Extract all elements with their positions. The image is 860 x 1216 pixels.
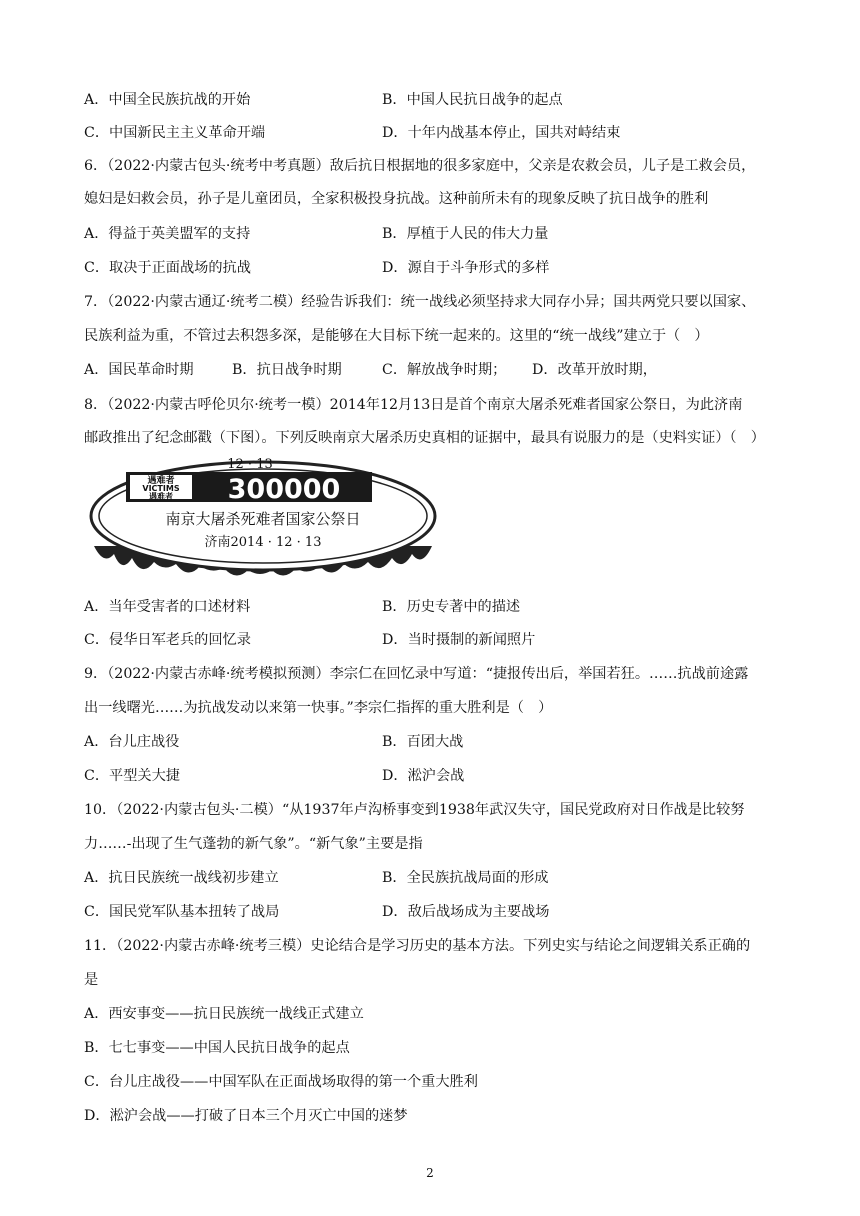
q8-option-a: A．当年受害者的口述材料 xyxy=(84,599,251,615)
q11-option-a: A．西安事变——抗日民族统一战线正式建立 xyxy=(84,1006,364,1022)
postmark-victims-cn-2: 遇难者 xyxy=(149,492,173,501)
q9-stem-line2: 出一线曙光……为抗战发动以来第一快事。”李宗仁指挥的重大胜利是（ ） xyxy=(84,700,553,716)
commemorative-postmark-image xyxy=(84,454,442,582)
q9-option-c: C．平型关大捷 xyxy=(84,768,180,784)
q7-option-a: A．国民革命时期 xyxy=(84,362,194,378)
postmark-graphic xyxy=(84,454,442,582)
q11-option-c: C．台儿庄战役——中国军队在正面战场取得的第一个重大胜利 xyxy=(84,1074,478,1090)
postmark-top-date: 12 · 13 xyxy=(227,457,273,472)
postmark-victims-en: VICTIMS xyxy=(142,484,180,493)
q8-option-d: D．当时摄制的新闻照片 xyxy=(382,632,536,648)
q5-option-d: D．十年内战基本停止，国共对峙结束 xyxy=(382,125,621,141)
q6-option-c: C．取决于正面战场的抗战 xyxy=(84,260,251,276)
q5-option-b: B．中国人民抗日战争的起点 xyxy=(382,92,563,108)
q10-option-c: C．国民党军队基本扭转了战局 xyxy=(84,904,280,920)
q11-option-b: B．七七事变——中国人民抗日战争的起点 xyxy=(84,1040,350,1056)
q9-option-b: B．百团大战 xyxy=(382,734,464,750)
postmark-title: 南京大屠杀死难者国家公祭日 xyxy=(165,510,361,528)
q6-stem-line1: 6．（2022·内蒙古包头·统考中考真题）敌后抗日根据地的很多家庭中，父亲是农救会员，儿子是工救会员， xyxy=(84,158,756,174)
q11-stem-line1: 11．（2022·内蒙古赤峰·统考三模）史论结合是学习历史的基本方法。下列史实与结论之间逻辑关系正确的 xyxy=(84,938,751,954)
q8-option-c: C．侵华日军老兵的回忆录 xyxy=(84,632,251,648)
q7-option-d: D．改革开放时期， xyxy=(532,362,657,378)
q9-option-a: A．台儿庄战役 xyxy=(84,734,180,750)
q5-option-c: C．中国新民主主义革命开端 xyxy=(84,125,266,141)
postmark-city-date: 济南2014 · 12 · 13 xyxy=(204,535,322,550)
q8-stem-line2: 邮政推出了纪念邮戳（下图）。下列反映南京大屠杀历史真相的证据中，最具有说服力的是（史料实证）（ ） xyxy=(84,430,765,446)
q9-stem-line1: 9．（2022·内蒙古赤峰·统考模拟预测）李宗仁在回忆录中写道：“捷报传出后，举国若狂。……抗战前途露 xyxy=(84,666,749,682)
q5-option-a: A．中国全民族抗战的开始 xyxy=(84,92,251,108)
q7-stem-line1: 7．（2022·内蒙古通辽·统考二模）经验告诉我们：统一战线必须坚持求大同存小异；国共两党只要以国家、 xyxy=(84,294,756,310)
q10-stem-line2: 力……-出现了生气蓬勃的新气象”。“新气象”主要是指 xyxy=(84,836,423,852)
q7-option-b: B．抗日战争时期 xyxy=(232,362,342,378)
q8-stem-line1: 8．（2022·内蒙古呼伦贝尔·统考一模）2014年12月13日是首个南京大屠杀死难者国家公祭日，为此济南 xyxy=(84,397,743,413)
postmark-victim-count: 300000 xyxy=(227,474,341,505)
q9-option-d: D．淞沪会战 xyxy=(382,768,465,784)
q10-option-d: D．敌后战场成为主要战场 xyxy=(382,904,550,920)
q7-option-c: C．解放战争时期； xyxy=(382,362,507,378)
q7-stem-line2: 民族利益为重，不管过去积怨多深，是能够在大目标下统一起来的。这里的“统一战线”建立于（ ） xyxy=(84,328,709,344)
q11-option-d: D．淞沪会战——打破了日本三个月灭亡中国的迷梦 xyxy=(84,1108,408,1124)
q6-option-b: B．厚植于人民的伟大力量 xyxy=(382,226,549,242)
q6-option-d: D．源自于斗争形式的多样 xyxy=(382,260,550,276)
q10-option-b: B．全民族抗战局面的形成 xyxy=(382,870,549,886)
q10-option-a: A．抗日民族统一战线初步建立 xyxy=(84,870,279,886)
postmark-victims-cn-1: 遇难者 xyxy=(147,476,175,486)
q11-stem-line2: 是 xyxy=(84,972,99,988)
q6-stem-line2: 媳妇是妇救会员，孙子是儿童团员，全家积极投身抗战。这种前所未有的现象反映了抗日战争的胜利 xyxy=(84,191,709,207)
q6-option-a: A．得益于英美盟军的支持 xyxy=(84,226,251,242)
q10-stem-line1: 10．（2022·内蒙古包头·二模）“从1937年卢沟桥事变到1938年武汉失守，国民党政府对日作战是比较努 xyxy=(84,802,745,818)
q8-option-b: B．历史专著中的描述 xyxy=(382,599,521,615)
page-number: 2 xyxy=(426,1166,434,1180)
